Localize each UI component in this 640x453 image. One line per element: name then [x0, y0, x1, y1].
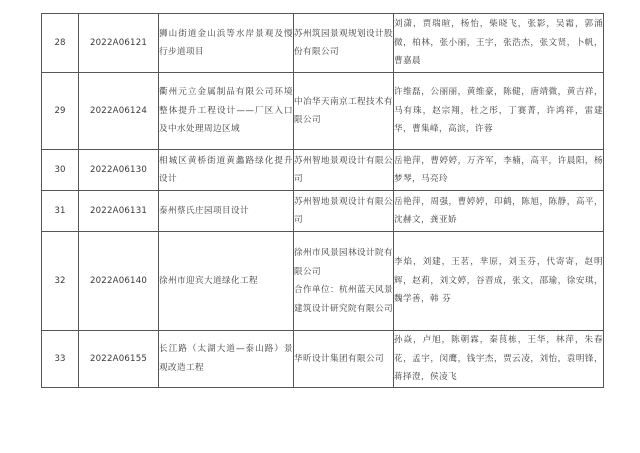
organization: 苏州智地景观设计有限公司: [294, 196, 393, 225]
personnel-cell: [394, 191, 604, 232]
row-number: 33: [42, 331, 79, 388]
project-name-cell: [159, 232, 294, 331]
organization: 苏州筑园景观规划设计股份有限公司: [294, 28, 393, 57]
table-row: [42, 191, 604, 232]
project-name: 相城区黄桥街道黄蠡路绿化提升设计: [159, 155, 293, 184]
personnel: 刘潇，贾瑞暄，杨怡，柴晓飞，张影，吴霜，郭涌微，柏林，张小丽，王宇，张浩杰，张文贤，卜帆，曹嘉晨: [394, 19, 603, 67]
organization-cell: [294, 150, 394, 191]
table-row: [42, 331, 604, 388]
table-row: [42, 73, 604, 150]
project-name-cell: [159, 191, 294, 232]
organization: 徐州市风景园林设计院有限公司 合作单位：杭州蓝天风景建筑设计研究院有限公司: [294, 248, 393, 314]
personnel: 李焰，刘建，王茗，芈原，刘玉芬，代寄寄，赵明辉，赵莉，刘文婷，谷晋成，张文，邵瑜，徐安琪，魏学善，韩 芬: [394, 257, 603, 305]
personnel: 许维磊，公丽丽，黄维豪，陈健，唐靖微，黄吉祥，马有珠，赵宗翔，杜之彤，丁赛菁，许鸿祥，雷建华，曹集峰，高滨，许蓉: [394, 87, 603, 135]
personnel: 岳艳萍，周强，曹婷婷，印鹤，陈旭，陈静，高平，沈赫文，龚亚娇: [394, 196, 603, 225]
row-number: 28: [42, 14, 79, 73]
row-number: 31: [42, 191, 79, 232]
row-number: 32: [42, 232, 79, 331]
project-name: 衢州元立金属制品有限公司环境整体提升工程设计——厂区入口及中水处理周边区域: [159, 87, 293, 135]
project-name: 泰州蔡氏庄园项目设计: [159, 205, 249, 216]
organization-cell: [294, 331, 394, 388]
personnel-cell: [394, 150, 604, 191]
organization: 苏州智地景观设计有限公司: [294, 155, 393, 184]
project-name: 长江路（太湖大道—泰山路）景观改造工程: [159, 344, 293, 373]
project-code: 2022A06131: [79, 191, 159, 232]
project-code: 2022A06155: [79, 331, 159, 388]
project-code: 2022A06130: [79, 150, 159, 191]
organization-cell: [294, 191, 394, 232]
project-name: 徐州市迎宾大道绿化工程: [159, 275, 258, 286]
project-name-cell: [159, 73, 294, 150]
personnel-cell: [394, 232, 604, 331]
organization-cell: [294, 73, 394, 150]
project-name-cell: [159, 14, 294, 73]
project-name-cell: [159, 150, 294, 191]
personnel-cell: [394, 331, 604, 388]
project-name-cell: [159, 331, 294, 388]
table-row: [42, 14, 604, 73]
personnel-cell: [394, 73, 604, 150]
project-code: 2022A06140: [79, 232, 159, 331]
organization: 华昕设计集团有限公司: [294, 353, 384, 364]
personnel: 岳艳萍，曹婷婷，万齐军，李楠，高平，许晨阳，杨梦琴，马亮玲: [394, 155, 603, 184]
organization-cell: [294, 14, 394, 73]
project-name: 狮山街道金山浜等水岸景观及慢行步道项目: [159, 28, 293, 57]
table-row: [42, 150, 604, 191]
project-code: 2022A06121: [79, 14, 159, 73]
row-number: 29: [42, 73, 79, 150]
personnel-cell: [394, 14, 604, 73]
personnel: 孙焱，卢旭，陈朝霖，秦茛栋，王华，林萍，朱春花，孟宇，闵鹰，钱宇杰，贾云凌，刘怡，袁明锋，蒋择澄，侯凌飞: [394, 335, 603, 382]
project-code: 2022A06124: [79, 73, 159, 150]
row-number: 30: [42, 150, 79, 191]
organization: 中冶华天南京工程技术有限公司: [294, 96, 393, 125]
table-row: [42, 232, 604, 331]
award-table: [41, 13, 604, 388]
organization-cell: [294, 232, 394, 331]
